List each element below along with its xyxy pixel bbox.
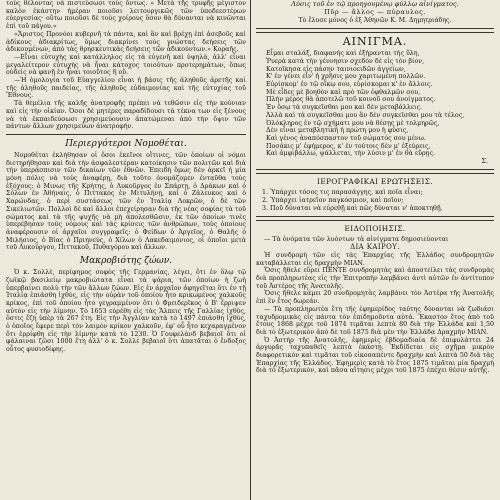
riddle-line: Κ' ἐν γένει εἶν' ἡ χρῆσις μου χαριτωμένη πολλῶν. [266,73,426,81]
riddle-line: Κατοῖκησα εἰς πάσην ταινιοειδῶν ἀγγείων, [266,65,406,73]
text-paragraph: —Εἶναι εὐτυχὴς καὶ κατάλληλος εἰς τὰ εὐγενῆ καὶ ὑψηλὰ, ἀλλ' εἶναι μεγαλείτερον εὐτυχὴς νὰ ἦναι κάτοχος τοιούτων προτερημάτων, ὅπως οὐδεὶς νὰ φανῇ ἐν ἦναι τοιοῦτος ἢ οὔ. [6,53,246,77]
riddle-line: Ῥυερὰ κατὰ τὴν γέννησιν σχεδὸν δὲ εἰς τὸν βίον, [266,57,425,65]
column-rule [250,0,251,500]
riddle-line: Ἐν ὅσῳ τὰ συγκεῖσθαι μου καὶ δὲν μεταβάλλεις. [266,104,423,112]
section-divider [256,169,494,174]
right-column [256,0,494,500]
notice-paragraph: Ὅσις ἤθελε κάμει 20 συνδρομητὰς λαμβάνει τὸν Ἀστέρα τῆς Ἀνατολῆς ἐπὶ ἓν ἔτος δωρεάν. [256,290,494,306]
riddle-title: ΑΙΝΙΓΜΑ. [342,35,408,49]
notice-intro-caps: ΔΙΑ ΚΑΙΡΟΥ. [350,243,400,252]
left-column [6,0,246,500]
notice-intro: — Τὰ ὀνόματα τῶν λυόντων τὰ αἰνίγματα δημοσιεύονται [264,235,449,243]
riddle-line: Καὶ γένος ἀναπόσπαστον τοῦ σώματός σου μένω. [266,134,426,142]
question-item: 1. Ὑπάρχει τόσος τις παρασάγγης, καὶ ποῖα εἶναι; [262,188,423,196]
riddle-line: Πλὴν μέρος θὰ ἀποτελῶ τοῦ κοινοῦ σου ἀνοίγματος. [266,96,436,104]
notice-paragraph: — Τὰ προπληρωτέα ἔτη τῆς ἐφημερίδος ταύτης δύνανται νὰ ζωδιάσι ταχυδρομικὰς εἰς πάντα τὸν ἐπιδημοῦντα αὐτά. Ἕκαστον ἔτος ἀπὸ τοῦ ἔτους 1868 μέχρι τοῦ 1874 τιμᾶται λεπτὰ 80 διὰ τὴν Ἑλλάδα καὶ 1,50 διὰ τὸ ἐξωτερικὸν ἀπὸ δὲ τοῦ 1875 διὰ μὲν τὴν Ἑλλάδα Δραχμὴν ΜΙΑΝ. [256,305,494,336]
riddle-line: Δὲν εἶναι μεταβλητικὴ ἡ πρώτη μου ἡ φύσις, [266,127,409,135]
notice-paragraph: Ἡ συνδρομὴ τῶν εἰς τὰς Ἐπαρχίας τῆς Ἑλλάδος συνδρομητῶν καταβάλλεται εἰς δραχμὴν ΜΙΑΝ. [256,251,494,267]
riddle-signature: Σ. [481,158,488,166]
text-paragraph: Τὰ θεμέλια τῆς καλῆς ἀνατροφῆς πρέπει νὰ τεθῶσιν εἰς τὴν κούνιαν καὶ εἰς τὴν οἰκίαν. Ὁσοι δὲ μητέρες παραδίδουσι τὰ τέκνα των εἰς ξένους νὰ τὰ ἐκπαιδεύσωσι χρησιμεύουσιν ἀπατώμεναι ἀπὸ τὴν ὄψιν τῶν πάντων ἄλλων χρησιμεύων ἀνατροφήν. [6,100,246,131]
solution-heading: Λύσις τοῦ ἐν τῷ προηγουμένῳ φύλλῳ αἰνίγματος. [291,0,459,8]
text-paragraph: τοὺς θέλοντας νὰ πιστεύσωσι τοὺς ὄντως. « Μετὰ τῆς τρυφῆς μέγιστον καλὸν ἐκάστην ἡμέραν ποιοῦσι λειτουργικῶς τῶν ὑποδεεστέρων εὐεργεσίας· οὕτω ποιοῦσι δὲ τοὺς χοίρους ὅσον θὰ δύνανται νὰ κινῶνται ἐπὶ τοῦ πάγου.» [6,0,246,31]
question-item: 3. Ποῦ δύναται νὰ εὑρεθῇ καὶ πῶς δύναται ν' ἀποκτηθῇ. [262,204,443,212]
riddle-line: Ἀλλὰ καὶ τὰ συγκεῖσθαι μου ἂν δὲν συγκεῖσθαι μου τὰ τέλος, [266,111,465,119]
riddle-line: Εὑρίσκομ' ἐν τῷ οἴκῳ σου, εὑρίσκομαι κ' ἐν ἄλλοις. [266,81,433,89]
question-item: 2. Ὑπάρχει ἰατρεῖον παγκόσμιον, καὶ ποῖον; [262,196,404,204]
riddle-line: Εἶμαι σταλάξ, διαφανής καὶ ἐξήρανται τὴς ὕλη, [266,50,420,58]
section-divider [6,134,246,135]
section-title: Περιεργότεροι Νομοθέται. [65,138,187,149]
text-paragraph: —Ἡ ὁμολογία τοῦ Εὐαγγελίου εἶναι ἡ βάσις τῆς ἀληθοῦς ἀρετῆς καὶ τῆς ἀληθοῦς παιδείας, τῆς ἀληθοῦς εὐδαιμονίας καὶ τῆς εὐτυχίας τοῦ Ἔθνους. [6,77,246,100]
text-paragraph: Νομοθέται ἐκλήθησαν οἱ ὅσοι ἐκεῖνοι οἵτινες, τῶν ὁποίων οἱ νόμοι διετηρήθησαν καὶ διὰ τὴν ἀσφαλεστέραν κατοίκησιν τῶν πολιτῶν καὶ διὰ τὴν ὑπεράσπισιν τῶν δικαίων τῶν ἐθνῶν. Ἐπειδὴ ὅμως δὲν ἀρκεῖ ἡ μία μόνη πόλις νὰ τοὺς ἀναφέρῃ, διὰ τοῦτο ὀνομάζομεν ἐνταῦθα τοὺς ἐξόχους: ὁ Μινως τῆς Κρήτης, ὁ Λυκοῦργος ἐν Σπάρτῃ, ὁ Δράκων καὶ ὁ Σόλων ἐν Ἀθήναις, ὁ Πιττακὸς ἐν Μιτυλήνῃ, καὶ ὁ Ζάλευκος καὶ ὁ Χαρώνδας, ὁ περὶ συστάσεως τῶν ἐν Ἰταλίᾳ Λοκρῶν, ὁ δὲ τῶν Σικελιωτῶν. Πολλοὶ δὲ καὶ ἄλλοι ἐπεχείρησαν διὰ τῆς νέας σοφίας τὰ τοῦ σώματος καὶ τὰ τῆς ψυχῆς νὰ μὴ ἀπολεσθῶσιν, ἐκ τῶν ὁποίων τινὲς ὑπερέβησαν τοὺς νόμους καὶ τὰς κρίσεις τῶν ἀνθρώπων, τοὺς ὁποίους ἀναφέρουσιν οἱ ἀρχαῖοι συγγραφεῖς: ὁ Φείδων ὁ Ἀργεῖος, ὁ Θαλῆς ὁ Μιλήσιος, ὁ Βίας ὁ Πριηνεύς, ὁ Χίλων ὁ Λακεδαιμόνιος, οἱ ὁποῖοι μετὰ τοῦ Λυκούργου, Πιττακοῦ, Πυθαγόρου καὶ ἄλλων. [6,151,246,252]
section-divider [256,28,494,33]
riddle-line: Ποσάκις μ' ἐφήμερος, κ' ἐν τούτοις δὲν μ' ἐξεύρεις, [266,142,431,150]
section-title: Μακροβιότης ζώων. [79,256,173,267]
notice-paragraph: Ὅσις ἤθελε εὕρει ΠΕΝΤΕ συνδρομητὰς καὶ ἀποστείλει τὰς συνδρομὰς διὰ προπληρωτέας εἰς τὴν Ἐπιτροπὴν λαμβάνει ἀντὶ αὐτῶν ἐν ἀντίτυπον τοῦ Ἀστέρος τῆς Ἀνατολῆς. [256,267,494,290]
solution-answer: Πῦρ — ἄλλος — πύραυλος. [324,8,426,17]
text-paragraph: «Ἄριστος Προνόοι κυβερνῆ τὰ πάντα, καὶ ἂν καὶ βρέχῃ ἐπὶ ἀσεβοῦς καὶ ἀδίκους ἀδιακρίτως, ὅμως διακρίνει τοὺς γνώστας δεήσεις τῶν ἀδικουμένων, ἀπὸ τὰς θρησκευτικὰς δεήσεις τῶν ἀδικούντων.» Κοραῆς. [6,30,246,54]
riddle-line: Μὲ εἶδες μὲ βοηθὸν καὶ πρὸ τῶν ὀφθαλμῶν σου, [266,88,421,96]
riddle-line: Καὶ ἀμφιβάλλω, ψάλλεται, τὴν λύσιν μ' ἐν θὰ εὕρῃς. [266,150,435,158]
text-paragraph: Ὁ κ. Σολλὲ, περίφημος σοφὸς τῆς Γερμανίας, λέγει, ὅτι ἐν ὅλῳ τῷ ζωϊκῷ βασιλείῳ μακροβιώτατα εἶναι τὰ ψάρια, τῶν ὁποίων ἡ ζωὴ ὑπερβαίνει πολὺ τὴν τῶν ἄλλων ζώων. Εἰς ἐν ἀρχαῖον ἀφηγεῖται ὅτι ἐν τῇ Ἰταλίᾳ ἐπιάσθη ἰχθὺς, εἰς τὴν οὐρὰν τοῦ ὁποίου ἦτο κρικωμένος χαλκοῦς κρίκος, ἐπὶ τοῦ ὁποίου ἦτο γεγραμμένον ὅτι ὁ Φρειδερῖκος ὁ Β' ἔρριψεν αὐτὸν εἰς τὴν λίμνην. Τὸ 1653 εὑρέθη εἰς τὰς Ἄλπεις τῆς Γαλλίας ἰχθὺς, ὅστις ἔζη ὑπὲρ τὰ 267 ἔτη. Εἰς τὴν Ἀγγλίαν κατὰ τὸ 1497 ἐπιάσθη ἰχθὺς, ὁ ὁποῖος ἔφερε περὶ τὸν λαιμὸν κρίκον χαλκοῦν, ἐφ' οὗ ἦτο κεχαραγμένον ὅτι ἐρρίφθη εἰς τὴν λίμνην κατὰ τὸ 1230. Ὁ Γουφελὰνδ βεβαιοῖ ὅτι οἱ φάλαιναι ζῶσι 1000 ἔτη ἀλλ' ὁ κ. Σολλὲ βεβαιοῖ ὅτι ἀπατᾶται ὁ ἔνδοξος οὗτος φυσιοδίφης. [6,269,246,354]
riddle-line: Ὁλόκληρος ἐν τῷ σχήματι μου νὰ θέσῃς μὲ τολμηρῶς, [266,119,440,127]
notice-paragraph: Ὁ Ἀστὴρ τῆς Ἀνατολῆς, ἐφημερὶς ἑβδομαδιαία δὲ ἐπιφυλάττει 24 ἀργυρᾶς ταχυπαθεῖς λεπτὰ ἑκάστῃ. Ἐκδίδεται εἰς σχῆμα μικρὸν διαφορετικὸν καὶ τιμᾶται τοῦ εἰκοσαπέντε δραχμὴν καὶ λεπτὰ 50 διὰ τὰς Ἐπαρχίας τῆς Ἑλλάδος. Ἐφημερὶς κατὰ τὸ ἔτος 1875 τιμᾶται μία δραχμὴ διὰ τὸ ἔξωτερικὸν, καὶ πᾶσα αἴτησις μέχρι τοῦ 1875 ἐπέχει θέσιν αὐτῆς. [256,336,494,375]
solver-credit: Τὸ ἔλυσε μόνος ὁ ἐξ Ἀθηνῶν Κ. Μ. Δημητριάδης. [298,16,452,24]
section-divider [256,216,494,221]
notices-title: ΕΙΔΟΠΟΙΗΣΙΣ. [344,223,406,233]
questions-title: ΙΕΡΟΓΡΑΦΙΚΑΙ ΕΡΩΤΗΣΕΙΣ. [317,176,433,186]
